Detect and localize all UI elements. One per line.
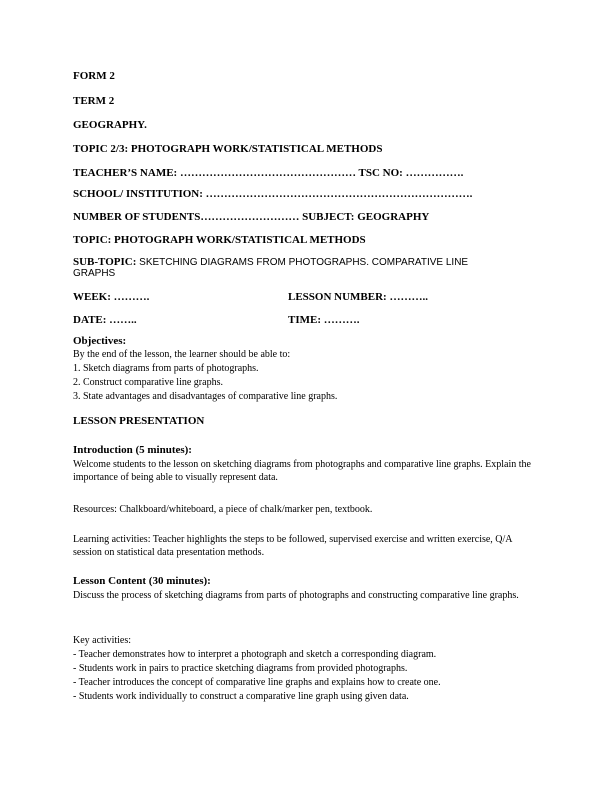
number-of-students-label: NUMBER OF STUDENTS……………………… — [73, 211, 300, 223]
subtopic-line-1 — [73, 256, 468, 268]
objective-item: 3. State advantages and disadvantages of comparative line graphs. — [73, 391, 338, 402]
introduction-heading: Introduction (5 minutes): — [73, 444, 192, 456]
key-activity-item: - Teacher demonstrates how to interpret a photograph and sketch a corresponding diagram. — [73, 649, 437, 660]
form-label: FORM 2 — [73, 70, 115, 82]
tsc-number-label: TSC NO: ……………. — [358, 167, 464, 179]
introduction-text: Welcome students to the lesson on sketching diagrams from photographs and comparative line graphs. Explain the importance of being able to visually represent data. — [73, 459, 531, 483]
lesson-content-text: Discuss the process of sketching diagrams from parts of photographs and constructing comparative line graphs. — [73, 590, 519, 601]
week-label: WEEK: ………. — [73, 291, 150, 303]
objective-item: 2. Construct comparative line graphs. — [73, 377, 223, 388]
school-label: SCHOOL/ INSTITUTION: ………………………………………………………………. — [73, 188, 473, 200]
lesson-presentation-heading: LESSON PRESENTATION — [73, 415, 205, 427]
objectives-heading: Objectives: — [73, 335, 127, 347]
subtopic-prefix: SUB-TOPIC: — [73, 256, 137, 268]
time-label: TIME: ………. — [288, 314, 360, 326]
subject-heading: GEOGRAPHY. — [73, 119, 147, 131]
resources-text: Resources: Chalkboard/whiteboard, a piece of chalk/marker pen, textbook. — [73, 504, 373, 515]
subtopic-text: SKETCHING DIAGRAMS FROM PHOTOGRAPHS. COMPARATIVE LINE — [136, 257, 469, 268]
topic-heading: TOPIC 2/3: PHOTOGRAPH WORK/STATISTICAL METHODS — [73, 143, 383, 155]
lesson-number-label: LESSON NUMBER: ……….. — [288, 291, 428, 303]
teacher-name-label: TEACHER’S NAME: ………………………………………… — [73, 167, 356, 179]
lesson-content-heading: Lesson Content (30 minutes): — [73, 575, 211, 587]
date-label: DATE: …….. — [73, 314, 137, 326]
key-activities-heading: Key activities: — [73, 635, 132, 646]
topic-label: TOPIC: PHOTOGRAPH WORK/STATISTICAL METHODS — [73, 234, 366, 246]
students-row — [73, 211, 429, 223]
objective-item: 1. Sketch diagrams from parts of photographs. — [73, 363, 259, 374]
learning-activities-text: Learning activities: Teacher highlights the steps to be followed, supervised exercise and written exercise, Q/A session on statistical data presentation methods. — [73, 534, 512, 558]
key-activity-item: - Teacher introduces the concept of comparative line graphs and explains how to create one. — [73, 677, 441, 688]
subject-label: SUBJECT: GEOGRAPHY — [302, 211, 430, 223]
objectives-intro: By the end of the lesson, the learner should be able to: — [73, 349, 291, 360]
term-label: TERM 2 — [73, 95, 115, 107]
teacher-name-row — [73, 167, 463, 179]
key-activity-item: - Students work in pairs to practice sketching diagrams from provided photographs. — [73, 663, 408, 674]
subtopic-line-2: GRAPHS — [73, 268, 116, 279]
key-activity-item: - Students work individually to construct a comparative line graph using given data. — [73, 691, 409, 702]
